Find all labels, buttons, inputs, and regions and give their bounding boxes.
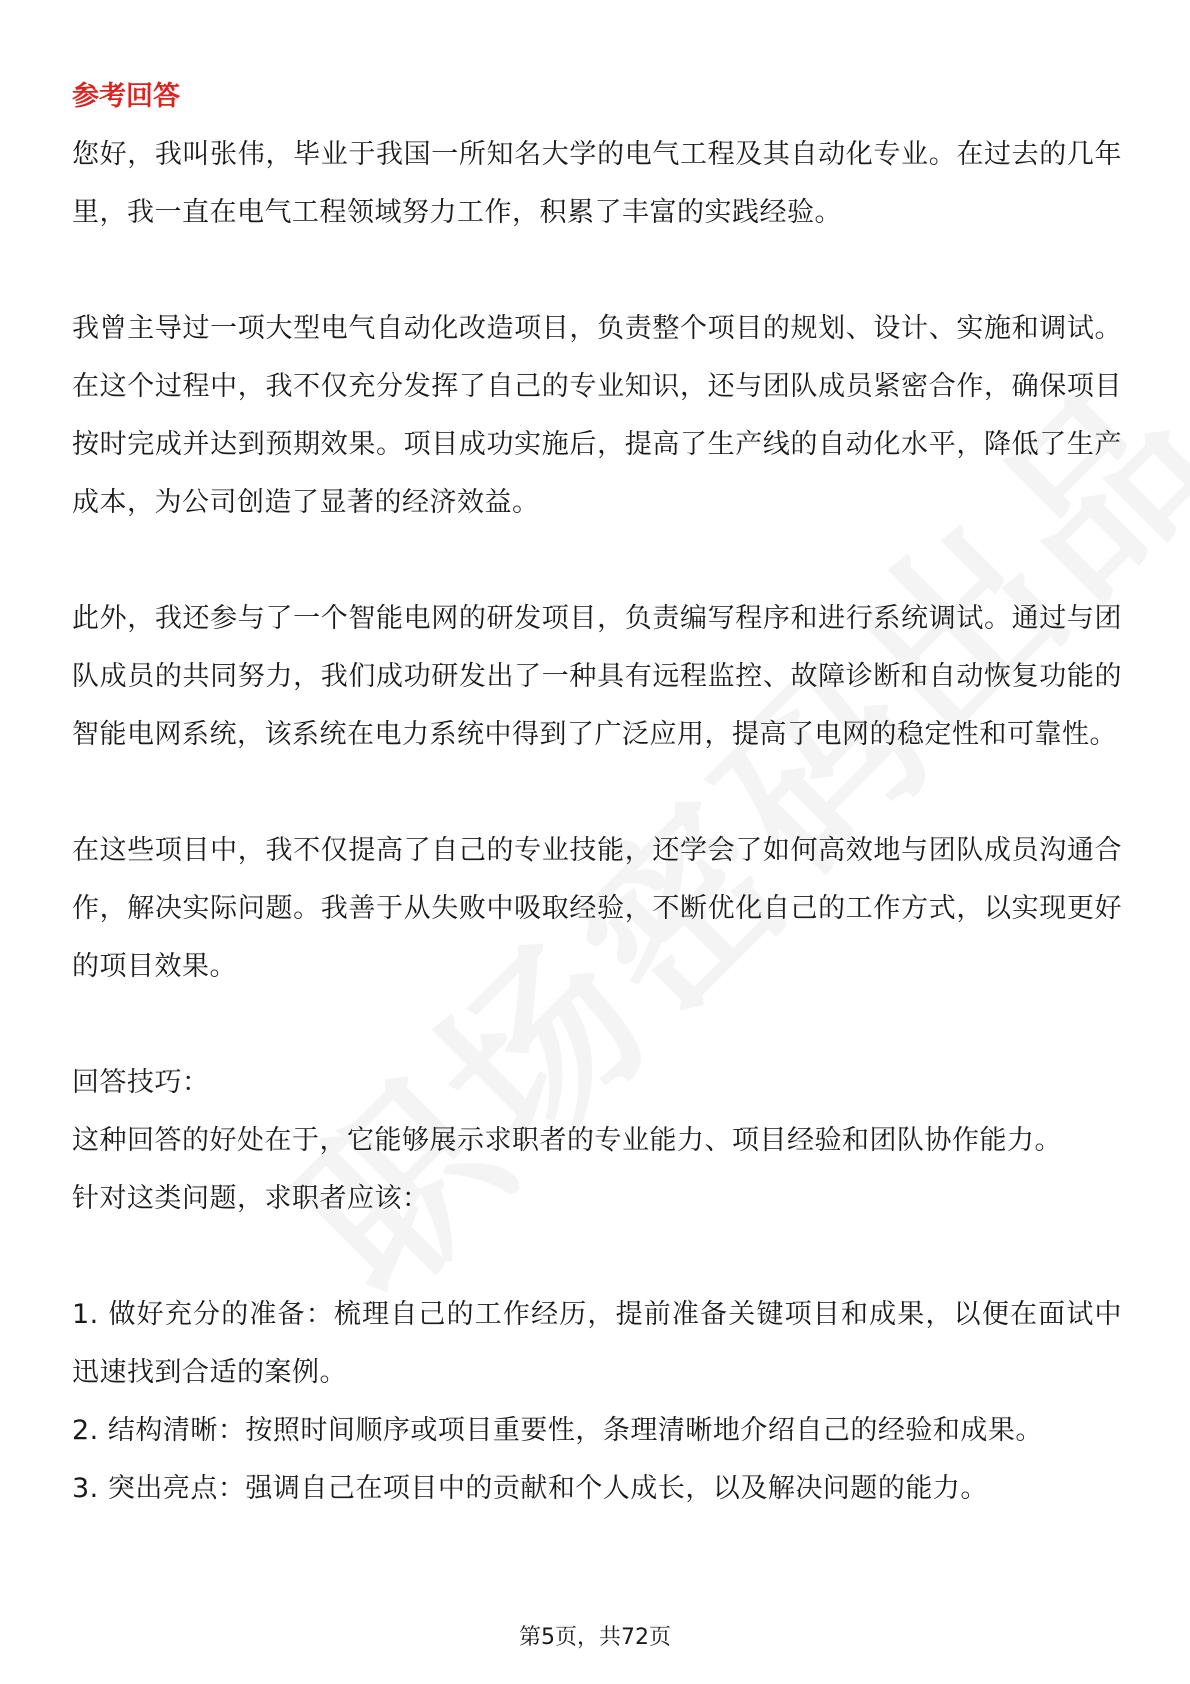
tips-intro-2: 针对这类问题，求职者应该： [72,1183,430,1214]
tips-title: 回答技巧： [72,1067,210,1098]
tip-item-1: 1. 做好充分的准备：梳理自己的工作经历，提前准备关键项目和成果，以便在面试中迅速找到合适的案例。 [72,1299,1122,1388]
section-heading: 参考回答 [72,81,180,112]
content [72,68,1122,1518]
paragraph-2: 我曾主导过一项大型电气自动化改造项目，负责整个项目的规划、设计、实施和调试。在这个过程中，我不仅充分发挥了自己的专业知识，还与团队成员紧密合作，确保项目按时完成并达到预期效果。项目成功实施后，提高了生产线的自动化水平，降低了生产成本，为公司创造了显著的经济效益。 [72,313,1122,518]
paragraph-3: 此外，我还参与了一个智能电网的研发项目，负责编写程序和进行系统调试。通过与团队成员的共同努力，我们成功研发出了一种具有远程监控、故障诊断和自动恢复功能的智能电网系统，该系统在电力系统中得到了广泛应用，提高了电网的稳定性和可靠性。 [72,603,1122,750]
paragraph-4: 在这些项目中，我不仅提高了自己的专业技能，还学会了如何高效地与团队成员沟通合作，解决实际问题。我善于从失败中吸取经验，不断优化自己的工作方式，以实现更好的项目效果。 [72,835,1122,982]
tip-item-2: 2. 结构清晰：按照时间顺序或项目重要性，条理清晰地介绍自己的经验和成果。 [72,1415,1043,1446]
tips-intro-1: 这种回答的好处在于，它能够展示求职者的专业能力、项目经验和团队协作能力。 [72,1125,1062,1156]
paragraph-1: 您好，我叫张伟，毕业于我国一所知名大学的电气工程及其自动化专业。在过去的几年里，我一直在电气工程领域努力工作，积累了丰富的实践经验。 [72,139,1122,228]
tip-item-3: 3. 突出亮点：强调自己在项目中的贡献和个人成长，以及解决问题的能力。 [72,1473,988,1504]
page-number: 第5页，共72页 [519,1625,671,1650]
